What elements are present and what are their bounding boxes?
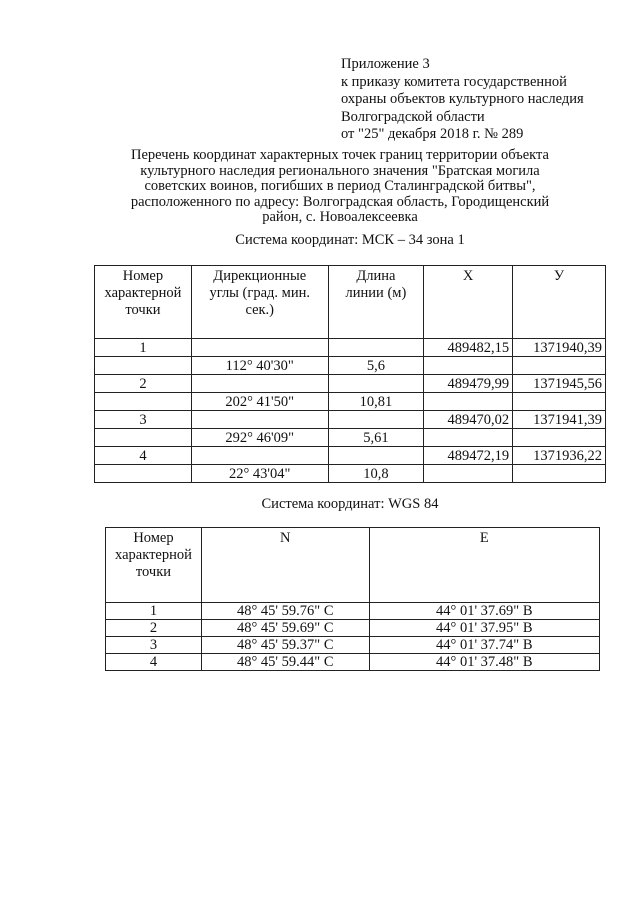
header-y: У xyxy=(513,266,606,339)
table-row xyxy=(95,465,606,483)
wgs-coordinates-table xyxy=(105,527,600,671)
n-value: 48° 45' 59.69" С xyxy=(201,620,369,637)
point-number: 1 xyxy=(106,603,202,620)
appendix-line: Приложение 3 xyxy=(341,56,430,72)
y-value: 1371936,22 xyxy=(513,447,606,465)
table-row xyxy=(106,654,600,671)
header-e: E xyxy=(369,528,599,603)
table-row xyxy=(106,620,600,637)
header-point-number: Номер характерной точки xyxy=(95,266,192,339)
line-length: 5,6 xyxy=(328,357,424,375)
msk-system-title: Система координат: МСК – 34 зона 1 xyxy=(235,232,465,248)
x-value: 489470,02 xyxy=(424,411,513,429)
header-direction-angles: Дирекционные углы (град. мин. сек.) xyxy=(191,266,328,339)
table-row xyxy=(95,357,606,375)
heading-line: советских воинов, погибших в период Сталинградской битвы", xyxy=(144,178,536,194)
appendix-block xyxy=(341,56,631,144)
table-row xyxy=(106,603,600,620)
line-length: 5,61 xyxy=(328,429,424,447)
point-number: 1 xyxy=(95,339,192,357)
x-value: 489472,19 xyxy=(424,447,513,465)
heading-line: культурного наследия регионального значения "Братская могила xyxy=(140,162,540,179)
header-line-length: Длина линии (м) xyxy=(328,266,424,339)
n-value: 48° 45' 59.76" С xyxy=(201,603,369,620)
y-value: 1371945,56 xyxy=(513,375,606,393)
table-header-row xyxy=(106,528,600,603)
appendix-line: от "25" декабря 2018 г. № 289 xyxy=(341,126,524,142)
wgs-system-title: Система координат: WGS 84 xyxy=(261,496,439,512)
appendix-line: охраны объектов культурного наследия xyxy=(341,91,584,107)
table-row xyxy=(95,393,606,411)
table-row xyxy=(95,411,606,429)
n-value: 48° 45' 59.37" С xyxy=(201,637,369,654)
point-number: 2 xyxy=(95,375,192,393)
direction-angle: 202° 41'50" xyxy=(191,393,328,411)
y-value: 1371940,39 xyxy=(513,339,606,357)
heading-line: район, с. Новоалексеевка xyxy=(262,209,418,225)
table-header-row xyxy=(95,266,606,339)
direction-angle: 292° 46'09" xyxy=(191,429,328,447)
header-x: Х xyxy=(424,266,513,339)
point-number: 2 xyxy=(106,620,202,637)
x-value: 489479,99 xyxy=(424,375,513,393)
e-value: 44° 01' 37.95" В xyxy=(369,620,599,637)
x-value: 489482,15 xyxy=(424,339,513,357)
table-row xyxy=(106,637,600,654)
direction-angle: 22° 43'04" xyxy=(191,465,328,483)
line-length: 10,8 xyxy=(328,465,424,483)
n-value: 48° 45' 59.44" С xyxy=(201,654,369,671)
table-row xyxy=(95,375,606,393)
point-number: 4 xyxy=(106,654,202,671)
header-n: N xyxy=(201,528,369,603)
y-value: 1371941,39 xyxy=(513,411,606,429)
e-value: 44° 01' 37.69" В xyxy=(369,603,599,620)
point-number: 4 xyxy=(95,447,192,465)
appendix-line: к приказу комитета государственной xyxy=(341,73,567,90)
header-point-number: Номер характерной точки xyxy=(106,528,202,603)
heading-line: Перечень координат характерных точек границ территории объекта xyxy=(131,147,549,163)
point-number: 3 xyxy=(106,637,202,654)
e-value: 44° 01' 37.48" В xyxy=(369,654,599,671)
table-row xyxy=(95,429,606,447)
table-row xyxy=(95,339,606,357)
direction-angle: 112° 40'30" xyxy=(191,357,328,375)
msk-coordinates-table xyxy=(94,265,606,483)
heading-line: расположенного по адресу: Волгоградская область, Городищенский xyxy=(130,193,550,210)
document-heading xyxy=(90,148,590,226)
table-row xyxy=(95,447,606,465)
e-value: 44° 01' 37.74" В xyxy=(369,637,599,654)
appendix-line: Волгоградской области xyxy=(341,108,485,125)
line-length: 10,81 xyxy=(328,393,424,411)
point-number: 3 xyxy=(95,411,192,429)
